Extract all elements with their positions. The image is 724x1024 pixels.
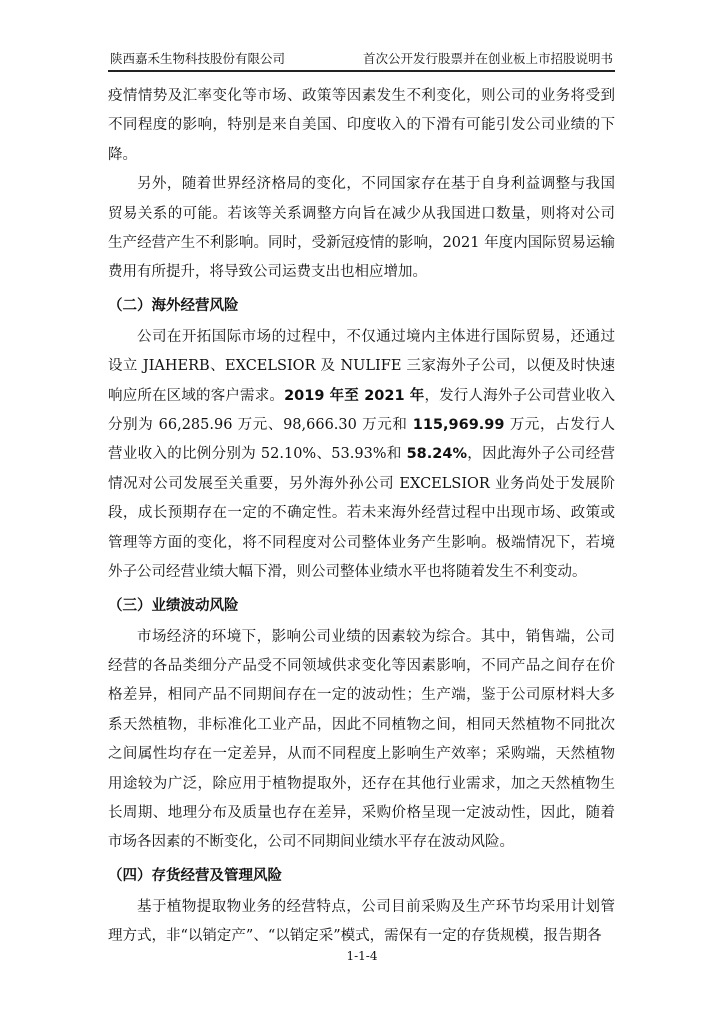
page-header — [108, 50, 615, 72]
paragraph-performance-risk: 市场经济的环境下，影响公司业绩的因素较为综合。其中，销售端，公司经营的各品类细分产品受不同领域供求变化等因素影响，不同产品之间存在价格差异，相同产品不同期间存在一定的波动性；生产端，鉴于公司原材料大多系天然植物，非标准化工业产品，因此不同植物之间，相同天然植物不同批次之间属性均存在一定差异，从而不同程度上影响生产效率；采购端，天然植物用途较为广泛，除应用于植物提取外，还存在其他行业需求，加之天然植物生长周期、地理分布及质量也存在差异，采购价格呈现一定波动性，因此，随着市场各因素的不断变化，公司不同期间业绩水平存在波动风险。 — [108, 628, 615, 851]
paragraph-trade-relations: 另外，随着世界经济格局的变化，不同国家存在基于自身利益调整与我国贸易关系的可能。若该等关系调整方向旨在减少从我国进口数量，则将对公司生产经营产生不利影响。同时，受新冠疫情的影响，2021 年度内国际贸易运输费用有所提升，将导致公司运费支出也相应增加。 — [108, 176, 615, 281]
bold-ratio-2021: 58.24% — [406, 446, 467, 463]
section-heading-inventory-risk: （四）存货经营及管理风险 — [108, 867, 282, 884]
page-number: 1-1-4 — [346, 949, 378, 963]
text-segment: ，因此海外子公司经营情况对公司发展至关重要，另外海外孙公司 EXCELSIOR 业务尚处于发展阶段，成长预期存在一定的不确定性。若未来海外经营过程中出现市场、政策或管理等方面的变化，将不同程度对公司整体业务产生影响。极端情况下，若境外子公司经营业绩大幅下滑，则公司整体业绩水平也将随着发生不利变动。 — [108, 446, 615, 581]
header-document-title: 首次公开发行股票并在创业板上市招股说明书 — [362, 51, 613, 66]
section-heading-overseas-risk: （二）海外经营风险 — [108, 297, 239, 314]
text-segment: 万元，占发行人营业收入的比例分别为 52.10%、53.93%和 — [108, 417, 615, 463]
text-segment: 公司在开拓国际市场的过程中，不仅通过境内主体进行国际贸易，还通过设立 JIAHERB、EXCELSIOR 及 NULIFE 三家海外子公司，以便及时快速响应所在区域的客户需求。 — [108, 328, 615, 404]
bold-period: 2019 年至 2021 年 — [284, 387, 425, 404]
bold-revenue-2021: 115,969.99 — [412, 417, 505, 434]
paragraph-continued: 疫情情势及汇率变化等市场、政策等因素发生不利变化，则公司的业务将受到不同程度的影响，特别是来自美国、印度收入的下滑有可能引发公司业绩的下降。 — [108, 88, 615, 163]
paragraph-overseas-risk — [108, 323, 615, 588]
section-heading-performance-risk: （三）业绩波动风险 — [108, 597, 239, 614]
header-company-name: 陕西嘉禾生物科技股份有限公司 — [110, 51, 286, 66]
page-body — [108, 82, 615, 952]
text-segment: ，发行人海外子公司营业收入分别为 66,285.96 万元、98,666.30 万元和 — [108, 387, 616, 434]
paragraph-inventory-risk: 基于植物提取物业务的经营特点，公司目前采购及生产环节均采用计划管理方式，非“以销定产”、“以销定采”模式，需保有一定的存货规模，报告期各 — [108, 898, 615, 945]
